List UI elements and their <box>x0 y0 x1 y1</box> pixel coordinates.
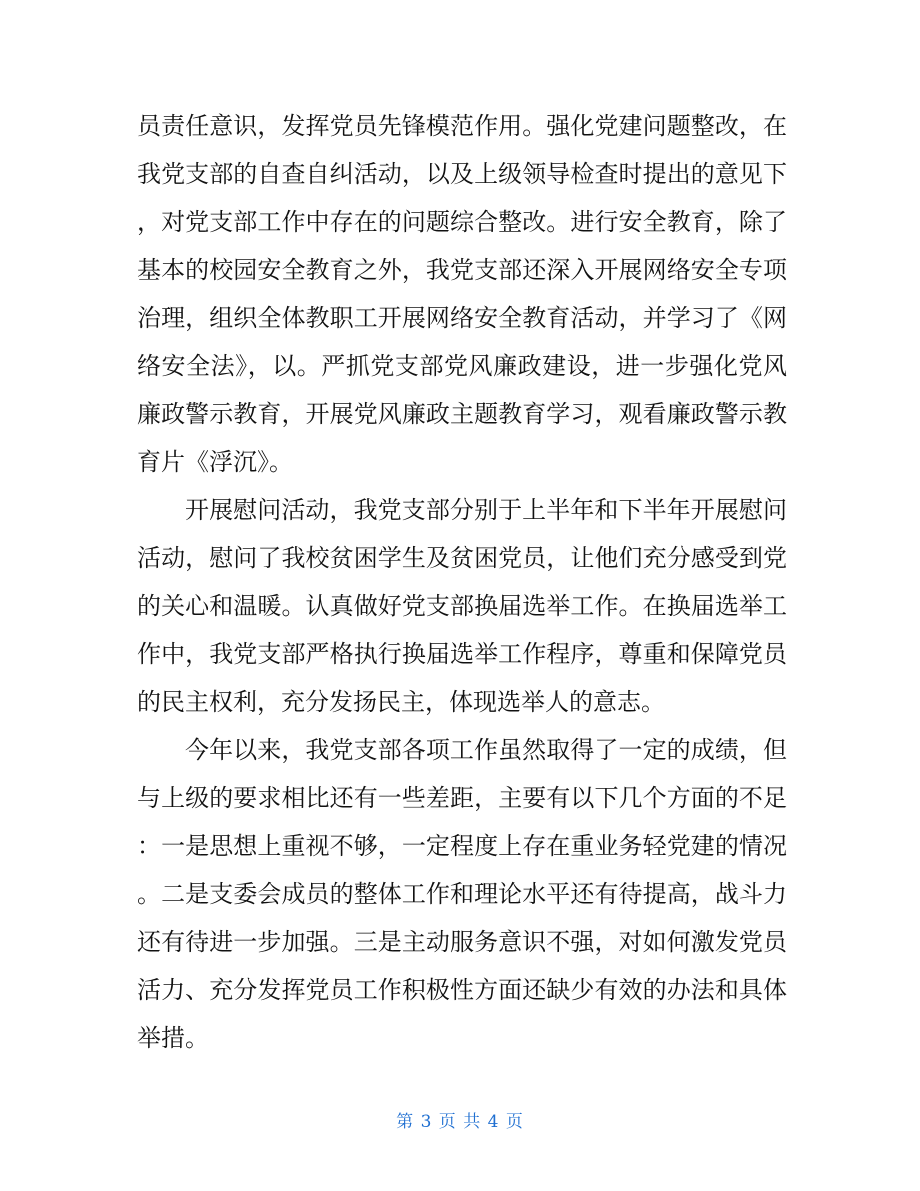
text-line: 。二是支委会成员的整体工作和理论水平还有待提高，战斗力 <box>137 880 787 908</box>
document-body <box>137 102 787 1062</box>
text-line: 还有待进一步加强。三是主动服务意识不强，对如何激发党员 <box>137 928 787 956</box>
text-line: 作中，我党支部严格执行换届选举工作程序，尊重和保障党员 <box>137 640 787 668</box>
text-line: ，对党支部工作中存在的问题综合整改。进行安全教育，除了 <box>137 208 787 236</box>
page-number: 第 3 页 共 4 页 <box>396 1112 524 1132</box>
paragraph-first-line: 开展慰问活动，我党支部分别于上半年和下半年开展慰问 <box>185 496 787 524</box>
text-line: 的关心和温暖。认真做好党支部换届选举工作。在换届选举工 <box>137 592 787 620</box>
text-line: 治理，组织全体教职工开展网络安全教育活动，并学习了《网 <box>137 304 787 332</box>
text-line: 络安全法》，以。严抓党支部党风廉政建设，进一步强化党风 <box>137 352 787 380</box>
text-line: 我党支部的自查自纠活动，以及上级领导检查时提出的意见下 <box>137 160 787 188</box>
text-line: 的民主权利，充分发扬民主，体现选举人的意志。 <box>137 688 665 716</box>
text-line: 基本的校园安全教育之外，我党支部还深入开展网络安全专项 <box>137 256 787 284</box>
text-line: 与上级的要求相比还有一些差距，主要有以下几个方面的不足 <box>137 784 787 812</box>
text-line: 活动，慰问了我校贫困学生及贫困党员，让他们充分感受到党 <box>137 544 787 572</box>
text-line: 廉政警示教育，开展党风廉政主题教育学习，观看廉政警示教 <box>137 400 787 428</box>
paragraph-first-line: 今年以来，我党支部各项工作虽然取得了一定的成绩，但 <box>185 736 787 764</box>
text-line: 活力、充分发挥党员工作积极性方面还缺少有效的办法和具体 <box>137 976 787 1004</box>
text-line: ：一是思想上重视不够，一定程度上存在重业务轻党建的情况 <box>137 832 787 860</box>
text-line: 员责任意识，发挥党员先锋模范作用。强化党建问题整改，在 <box>137 112 787 140</box>
text-line: 育片《浮沉》。 <box>137 448 293 476</box>
text-line: 举措。 <box>137 1024 209 1052</box>
